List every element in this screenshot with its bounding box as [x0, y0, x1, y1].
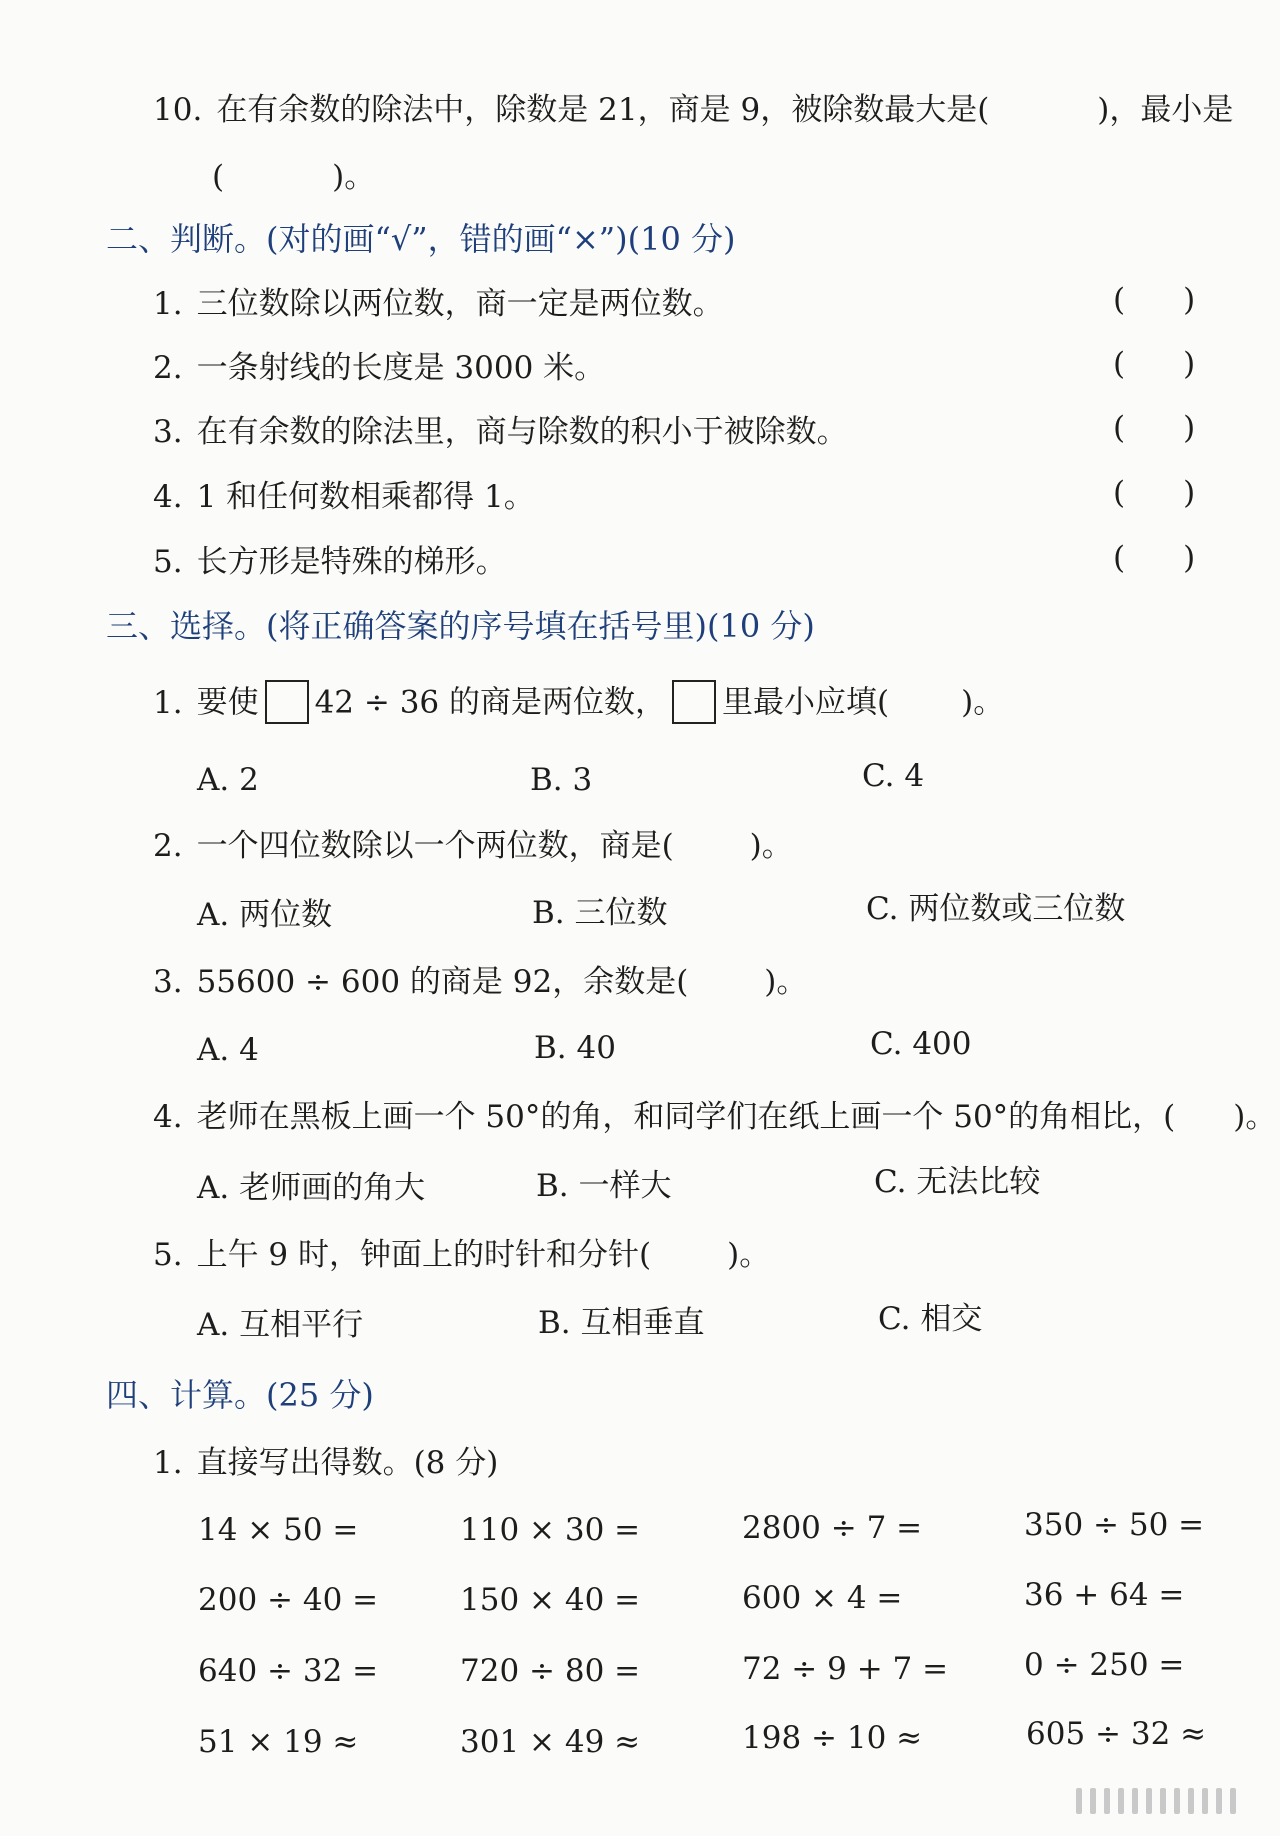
calc-item[interactable]: 720 ÷ 80 = [460, 1653, 641, 1689]
judge-item-3 [153, 412, 848, 452]
choice-q3-option-a[interactable]: A. 4 [197, 1032, 259, 1068]
question-text: 老师在黑板上画一个 50°的角，和同学们在纸上画一个 50°的角相比，( [196, 1099, 1176, 1135]
fill-q10-line1 [153, 90, 1233, 130]
paren-close: )。 [332, 159, 376, 195]
question-text: 在有余数的除法中，除数是 21，商是 9，被除数最大是( [216, 92, 990, 128]
fill-q10-line2 [212, 157, 375, 197]
question-text: 在有余数的除法里，商与除数的积小于被除数。 [196, 414, 848, 450]
calc-item[interactable]: 36 + 64 = [1024, 1577, 1185, 1613]
paren-open: ( [1113, 410, 1126, 446]
question-text: )。 [749, 828, 793, 864]
question-text: )。 [961, 684, 1005, 721]
section-heading-choice [106, 606, 815, 646]
judge-answer-3[interactable] [1113, 408, 1195, 448]
judge-answer-4[interactable] [1113, 473, 1195, 513]
question-text: 里最小应填( [722, 684, 890, 721]
heading-title: 三、选择。 [106, 607, 267, 645]
calc-item[interactable]: 2800 ÷ 7 = [742, 1510, 923, 1546]
calc-item[interactable]: 301 × 49 ≈ [460, 1724, 641, 1760]
judge-answer-2[interactable] [1113, 344, 1195, 384]
calc-item[interactable]: 640 ÷ 32 = [198, 1653, 379, 1689]
question-number: 10. [153, 92, 203, 128]
choice-q4 [153, 1097, 1276, 1137]
choice-q4-option-b[interactable]: B. 一样大 [536, 1168, 672, 1204]
calc-item[interactable]: 200 ÷ 40 = [198, 1582, 379, 1618]
choice-q2-option-b[interactable]: B. 三位数 [532, 895, 668, 931]
question-text: 42 ÷ 36 的商是两位数， [314, 684, 667, 721]
question-number: 3. [153, 414, 183, 450]
digit-box[interactable] [265, 680, 309, 724]
heading-title: 四、计算。 [106, 1376, 267, 1414]
choice-q5-option-a[interactable]: A. 互相平行 [197, 1307, 364, 1343]
calc-item[interactable]: 72 ÷ 9 + 7 = [742, 1651, 949, 1687]
paren-open: ( [212, 159, 225, 195]
paren-open: ( [1113, 346, 1126, 382]
section-heading-judge [106, 219, 736, 259]
choice-q5-option-b[interactable]: B. 互相垂直 [538, 1305, 705, 1341]
question-number: 2. [153, 828, 183, 864]
choice-q2 [153, 826, 793, 866]
question-number: 1. [153, 286, 183, 322]
section-heading-calc [106, 1375, 374, 1415]
heading-title: 二、判断。 [106, 220, 267, 258]
calc-item[interactable]: 0 ÷ 250 = [1024, 1647, 1185, 1683]
paren-close: ) [1183, 410, 1196, 446]
heading-detail: (对的画“√”，错的画“×”)(10 分) [266, 220, 736, 258]
question-text: 1 和任何数相乘都得 1。 [196, 479, 535, 515]
choice-q5-option-c[interactable]: C. 相交 [878, 1301, 983, 1337]
judge-answer-5[interactable] [1113, 538, 1195, 578]
question-number: 1. [153, 684, 183, 721]
question-text: )。 [764, 964, 808, 1000]
paren-close: ) [1183, 346, 1196, 382]
question-number: 2. [153, 350, 183, 386]
judge-item-4 [153, 477, 535, 517]
calc-item[interactable]: 600 × 4 = [742, 1580, 903, 1616]
choice-q3-option-b[interactable]: B. 40 [534, 1030, 616, 1066]
heading-detail: (25 分) [266, 1376, 374, 1414]
paren-close: ) [1183, 540, 1196, 576]
choice-q3 [153, 962, 807, 1002]
paren-open: ( [1113, 475, 1126, 511]
paren-close: ) [1183, 475, 1196, 511]
digit-box[interactable] [672, 680, 716, 724]
choice-q4-option-c[interactable]: C. 无法比较 [874, 1164, 1041, 1200]
question-text: 长方形是特殊的梯形。 [196, 544, 507, 580]
question-text: 三位数除以两位数，商一定是两位数。 [196, 286, 724, 322]
paren-open: ( [1113, 282, 1126, 318]
question-text: 要使 [196, 684, 259, 721]
question-text: 直接写出得数。(8 分) [196, 1445, 499, 1481]
choice-q1 [153, 682, 1004, 726]
choice-q1-option-c[interactable]: C. 4 [862, 758, 925, 794]
question-text: )。 [1233, 1099, 1277, 1135]
question-text: 一条射线的长度是 3000 米。 [196, 350, 606, 386]
calc-item[interactable]: 350 ÷ 50 = [1024, 1507, 1205, 1543]
calc-item[interactable]: 14 × 50 = [198, 1512, 359, 1548]
calc-item[interactable]: 198 ÷ 10 ≈ [742, 1720, 923, 1756]
question-number: 5. [153, 544, 183, 580]
calc-sub1 [153, 1443, 498, 1483]
paren-open: ( [1113, 540, 1126, 576]
heading-detail: (将正确答案的序号填在括号里)(10 分) [266, 607, 815, 645]
calc-item[interactable]: 150 × 40 = [460, 1582, 641, 1618]
judge-item-1 [153, 284, 724, 324]
judge-item-5 [153, 542, 507, 582]
calc-item[interactable]: 110 × 30 = [460, 1512, 641, 1548]
scan-artifact [1076, 1788, 1266, 1818]
calc-item[interactable]: 51 × 19 ≈ [198, 1724, 359, 1760]
choice-q1-option-a[interactable]: A. 2 [197, 762, 259, 798]
question-text: 一个四位数除以一个两位数，商是( [196, 828, 674, 864]
calc-item[interactable]: 605 ÷ 32 ≈ [1026, 1716, 1207, 1752]
judge-answer-1[interactable] [1113, 280, 1195, 320]
question-text: )。 [727, 1237, 771, 1273]
choice-q2-option-a[interactable]: A. 两位数 [197, 897, 333, 933]
question-number: 4. [153, 1099, 183, 1135]
question-number: 1. [153, 1445, 183, 1481]
choice-q2-option-c[interactable]: C. 两位数或三位数 [866, 891, 1126, 927]
question-number: 4. [153, 479, 183, 515]
judge-item-2 [153, 348, 605, 388]
choice-q4-option-a[interactable]: A. 老师画的角大 [197, 1170, 426, 1206]
choice-q1-option-b[interactable]: B. 3 [530, 762, 593, 798]
question-number: 3. [153, 964, 183, 1000]
question-number: 5. [153, 1237, 183, 1273]
question-text: )，最小是 [1097, 92, 1234, 128]
question-text: 55600 ÷ 600 的商是 92，余数是( [196, 964, 689, 1000]
choice-q5 [153, 1235, 770, 1275]
paren-close: ) [1183, 282, 1196, 318]
question-text: 上午 9 时，钟面上的时针和分针( [196, 1237, 652, 1273]
choice-q3-option-c[interactable]: C. 400 [870, 1026, 972, 1062]
